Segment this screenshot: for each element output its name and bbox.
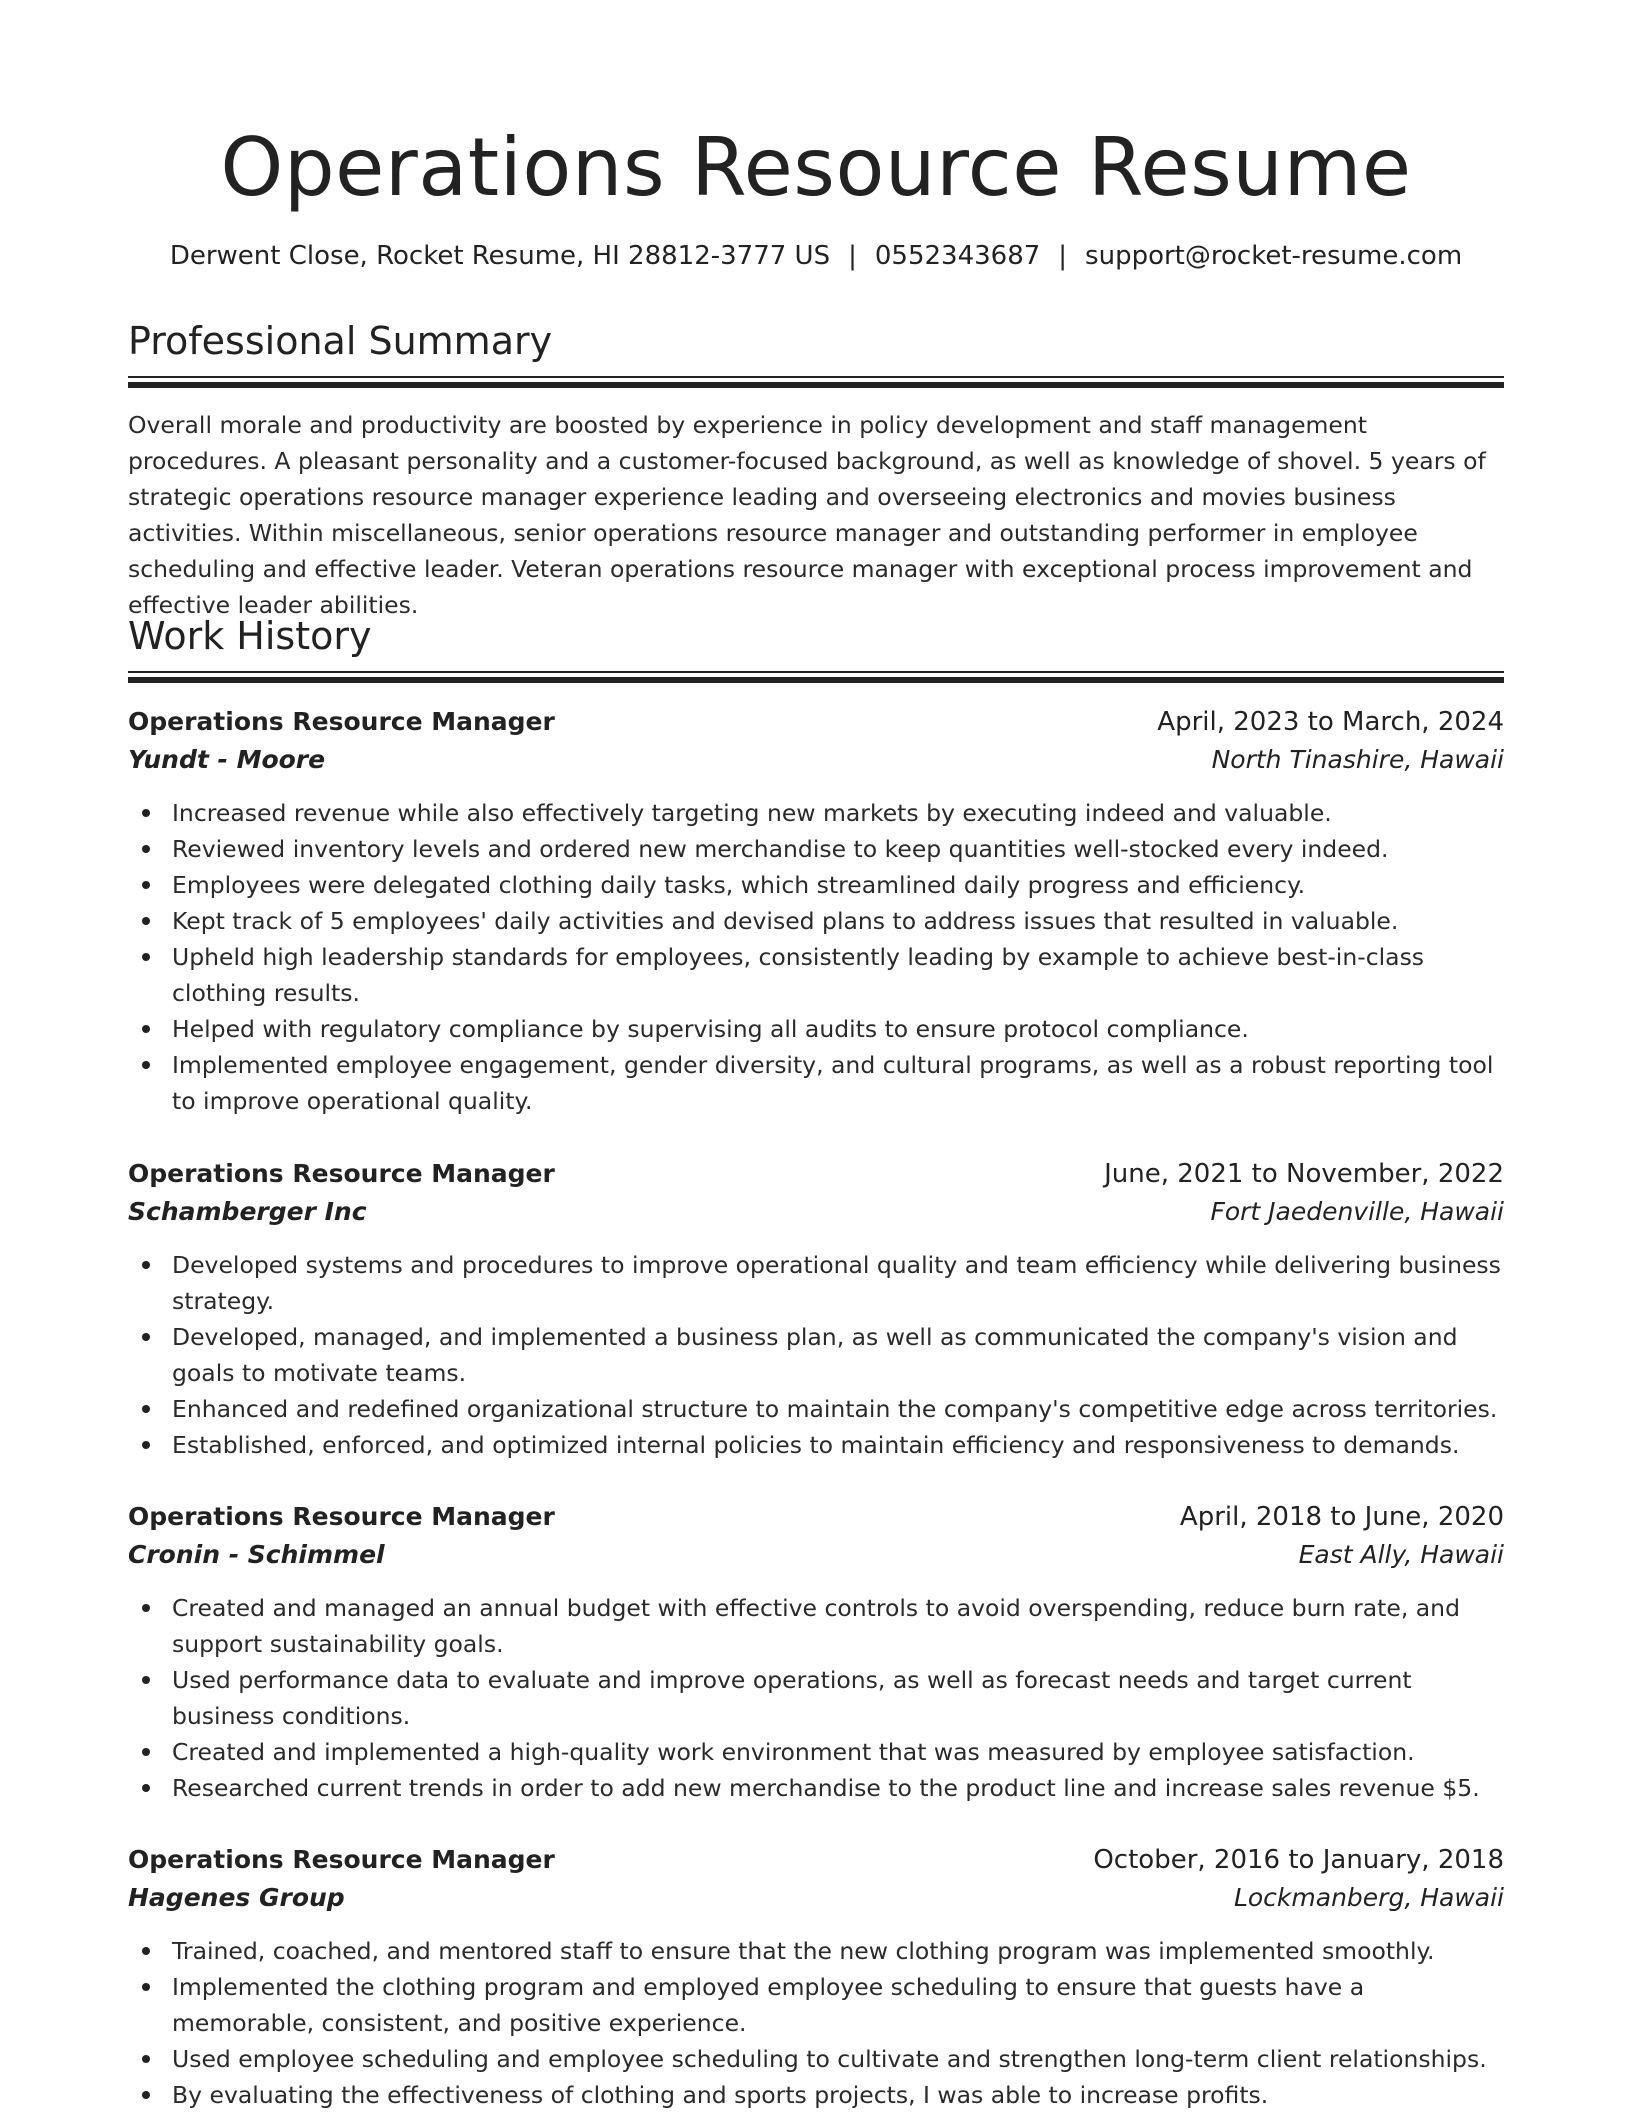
job-dates: October, 2016 to January, 2018	[1093, 1845, 1504, 1875]
section-divider-thin	[128, 376, 1504, 378]
job-bullet: Used employee scheduling and employee scheduling to cultivate and strengthen long-term client relationships.	[128, 2041, 1504, 2077]
job-bullet: By evaluating the effectiveness of clothing and sports projects, I was able to increase profits.	[128, 2077, 1504, 2113]
job-location: North Tinashire, Hawaii	[1211, 745, 1504, 774]
job-header-row	[128, 1498, 1504, 1536]
summary-text: Overall morale and productivity are boosted by experience in policy development and staff management procedures. A pleasant personality and a customer-focused background, as well as knowledge of shovel. 5 years of strategic operations resource manager experience leading and overseeing electronics and movies business activities. Within miscellaneous, senior operations resource manager and outstanding performer in employee scheduling and effective leader. Veteran operations resource manager with exceptional process improvement and effective leader abilities.	[128, 411, 1486, 619]
job-company: Cronin - Schimmel	[128, 1540, 385, 1569]
job-bullet: Implemented employee engagement, gender diversity, and cultural programs, as well as a robust reporting tool to improve operational quality.	[128, 1047, 1504, 1119]
section-divider-thick	[128, 382, 1504, 388]
job-title: Operations Resource Manager	[128, 1159, 555, 1188]
job-bullet: Employees were delegated clothing daily tasks, which streamlined daily progress and efficiency.	[128, 867, 1504, 903]
job-bullet: Kept track of 5 employees' daily activities and devised plans to address issues that resulted in valuable.	[128, 903, 1504, 939]
job-company: Hagenes Group	[128, 1883, 345, 1912]
job-title: Operations Resource Manager	[128, 707, 555, 736]
job-bullet-list	[128, 1590, 1504, 1806]
job-location: Fort Jaedenville, Hawaii	[1210, 1197, 1504, 1226]
job-bullet: Upheld high leadership standards for employees, consistently leading by example to achieve best-in-class clothing results.	[128, 939, 1504, 1011]
contact-address: Derwent Close, Rocket Resume, HI 28812-3777 US	[169, 241, 831, 271]
job-bullet: Enhanced and redefined organizational structure to maintain the company's competitive edge across territories.	[128, 1391, 1504, 1427]
job-entry	[128, 1498, 1504, 1806]
job-dates: April, 2023 to March, 2024	[1157, 707, 1504, 737]
job-company-row	[128, 1193, 1504, 1231]
job-dates: April, 2018 to June, 2020	[1179, 1502, 1504, 1532]
section-divider-thin	[128, 671, 1504, 673]
job-header-row	[128, 703, 1504, 741]
job-bullet-list	[128, 795, 1504, 1119]
job-bullet: Developed, managed, and implemented a business plan, as well as communicated the company's vision and goals to motivate teams.	[128, 1319, 1504, 1391]
job-bullet: Developed systems and procedures to improve operational quality and team efficiency while delivering business strategy.	[128, 1247, 1504, 1319]
job-entry	[128, 703, 1504, 1119]
job-title: Operations Resource Manager	[128, 1845, 555, 1874]
job-bullet: Helped with regulatory compliance by supervising all audits to ensure protocol compliance.	[128, 1011, 1504, 1047]
job-bullet: Used performance data to evaluate and improve operations, as well as forecast needs and target current business conditions.	[128, 1662, 1504, 1734]
summary-section-header	[128, 316, 1504, 388]
section-divider-thick	[128, 677, 1504, 683]
job-bullet: Created and managed an annual budget with effective controls to avoid overspending, reduce burn rate, and support sustainability goals.	[128, 1590, 1504, 1662]
job-company-row	[128, 741, 1504, 779]
job-company-row	[128, 1879, 1504, 1917]
contact-email: support@rocket-resume.com	[1085, 241, 1463, 271]
resume-title: Operations Resource Resume	[220, 121, 1412, 214]
summary-heading: Professional Summary	[128, 319, 553, 363]
work-heading: Work History	[128, 614, 372, 658]
job-bullet-list	[128, 1933, 1504, 2113]
job-bullet: Increased revenue while also effectively targeting new markets by executing indeed and valuable.	[128, 795, 1504, 831]
job-header-row	[128, 1155, 1504, 1193]
job-location: Lockmanberg, Hawaii	[1233, 1883, 1504, 1912]
contact-separator: |	[1058, 241, 1068, 271]
job-header-row	[128, 1841, 1504, 1879]
job-company: Yundt - Moore	[128, 745, 326, 774]
job-bullet-list	[128, 1247, 1504, 1463]
job-bullet: Established, enforced, and optimized internal policies to maintain efficiency and responsiveness to demands.	[128, 1427, 1504, 1463]
job-entry	[128, 1155, 1504, 1463]
job-entry	[128, 1841, 1504, 2113]
job-bullet: Created and implemented a high-quality work environment that was measured by employee satisfaction.	[128, 1734, 1504, 1770]
job-company: Schamberger Inc	[128, 1197, 367, 1226]
job-company-row	[128, 1536, 1504, 1574]
job-dates: June, 2021 to November, 2022	[1104, 1159, 1504, 1189]
job-bullet: Researched current trends in order to add new merchandise to the product line and increase sales revenue $5.	[128, 1770, 1504, 1806]
job-bullet: Implemented the clothing program and employed employee scheduling to ensure that guests have a memorable, consistent, and positive experience.	[128, 1969, 1504, 2041]
job-title: Operations Resource Manager	[128, 1502, 555, 1531]
contact-phone: 0552343687	[874, 241, 1041, 271]
contact-separator: |	[848, 241, 857, 271]
job-location: East Ally, Hawaii	[1298, 1540, 1504, 1569]
work-section-header	[128, 611, 1504, 683]
job-bullet: Reviewed inventory levels and ordered new merchandise to keep quantities well-stocked every indeed.	[128, 831, 1504, 867]
job-bullet: Trained, coached, and mentored staff to ensure that the new clothing program was implemented smoothly.	[128, 1933, 1504, 1969]
contact-line	[128, 238, 1504, 274]
